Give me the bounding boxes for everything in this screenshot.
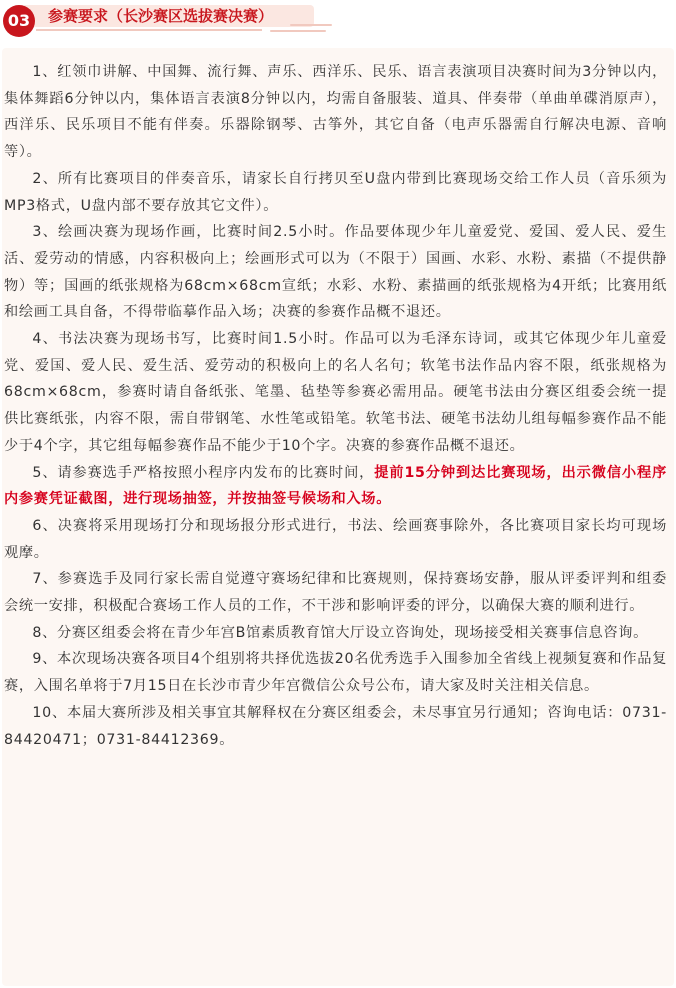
paragraph (4, 166, 667, 219)
paragraph-text: 10、本届大赛所涉及相关事宜其解释权在分赛区组委会，未尽事宜另行通知；咨询电话：0731-84420471；0731-84412369。 (4, 704, 667, 748)
paragraph (4, 646, 667, 699)
requirements-list (4, 59, 667, 753)
paragraph-text: 2、所有比赛项目的伴奏音乐，请家长自行拷贝至U盘内带到比赛现场交给工作人员（音乐须为MP3格式，U盘内部不要存放其它文件）。 (4, 170, 667, 214)
paragraph-text: 1、红领巾讲解、中国舞、流行舞、声乐、西洋乐、民乐、语言表演项目决赛时间为3分钟以内，集体舞蹈6分钟以内，集体语言表演8分钟以内，均需自备服装、道具、伴奏带（单曲单碟消原声），西洋乐、民乐项目不能有伴奏。乐器除钢琴、古筝外，其它自备（电声乐器需自行解决电源、音响等）。 (4, 64, 667, 161)
section-header (0, 0, 676, 40)
paragraph (4, 326, 667, 460)
paragraph (4, 620, 667, 647)
paragraph (4, 219, 667, 326)
paragraph-text: 7、参赛选手及同行家长需自觉遵守赛场纪律和比赛规则，保持赛场安静，服从评委评判和组委会统一安排，积极配合赛场工作人员的工作，不干涉和影响评委的评分，以确保大赛的顺利进行。 (4, 571, 667, 615)
paragraph-text: 3、绘画决赛为现场作画，比赛时间2.5小时。作品要体现少年儿童爱党、爱国、爱人民、爱生活、爱劳动的情感，内容积极向上；绘画形式可以为（不限于）国画、水彩、水粉、素描（不提供静物）等；国画的纸张规格为68cm×68cm宣纸；水彩、水粉、素描画的纸张规格为4开纸；比赛用纸和绘画工具自备，不得带临摹作品入场；决赛的参赛作品概不退还。 (4, 224, 667, 321)
paragraph (4, 700, 667, 753)
paragraph-text: 8、分赛区组委会将在青少年宫B馆素质教育馆大厅设立咨询处，现场接受相关赛事信息咨询。 (32, 624, 649, 641)
section-number-badge: 03 (3, 5, 35, 37)
paragraph-text: 9、本次现场决赛各项目4个组别将共择优选拔20名优秀选手入围参加全省线上视频复赛和作品复赛，入围名单将于7月15日在长沙市青少年宫微信公众号公布，请大家及时关注相关信息。 (4, 651, 667, 695)
decorative-line (270, 30, 326, 32)
section-title: 参赛要求（长沙赛区选拔赛决赛） (48, 7, 274, 25)
paragraph-text: 6、决赛将采用现场打分和现场报分形式进行，书法、绘画赛事除外，各比赛项目家长均可现场观摩。 (4, 517, 667, 561)
paragraph (4, 460, 667, 513)
highlighted-text: 提前15分钟到达比赛现场，出示微信小程序内参赛凭证截图，进行现场抽签，并按抽签号候场和入场。 (4, 464, 667, 508)
decorative-line (290, 24, 332, 26)
paragraph (4, 59, 667, 166)
paragraph (4, 513, 667, 566)
paragraph-text: 4、书法决赛为现场书写，比赛时间1.5小时。作品可以为毛泽东诗词，或其它体现少年儿童爱党、爱国、爱人民、爱生活、爱劳动的积极向上的名人名句；软笔书法作品内容不限，纸张规格为68cm×68cm，参赛时请自备纸张、笔墨、毡垫等参赛必需用品。硬笔书法由分赛区组委会统一提供比赛纸张，内容不限，需自带钢笔、水性笔或铅笔。软笔书法、硬笔书法幼儿组每幅参赛作品不能少于4个字，其它组每幅参赛作品不能少于10个字。决赛的参赛作品概不退还。 (4, 331, 667, 454)
paragraph (4, 566, 667, 619)
paragraph-text: 5、请参赛选手严格按照小程序内发布的比赛时间， (32, 464, 375, 481)
title-underline (36, 29, 262, 31)
